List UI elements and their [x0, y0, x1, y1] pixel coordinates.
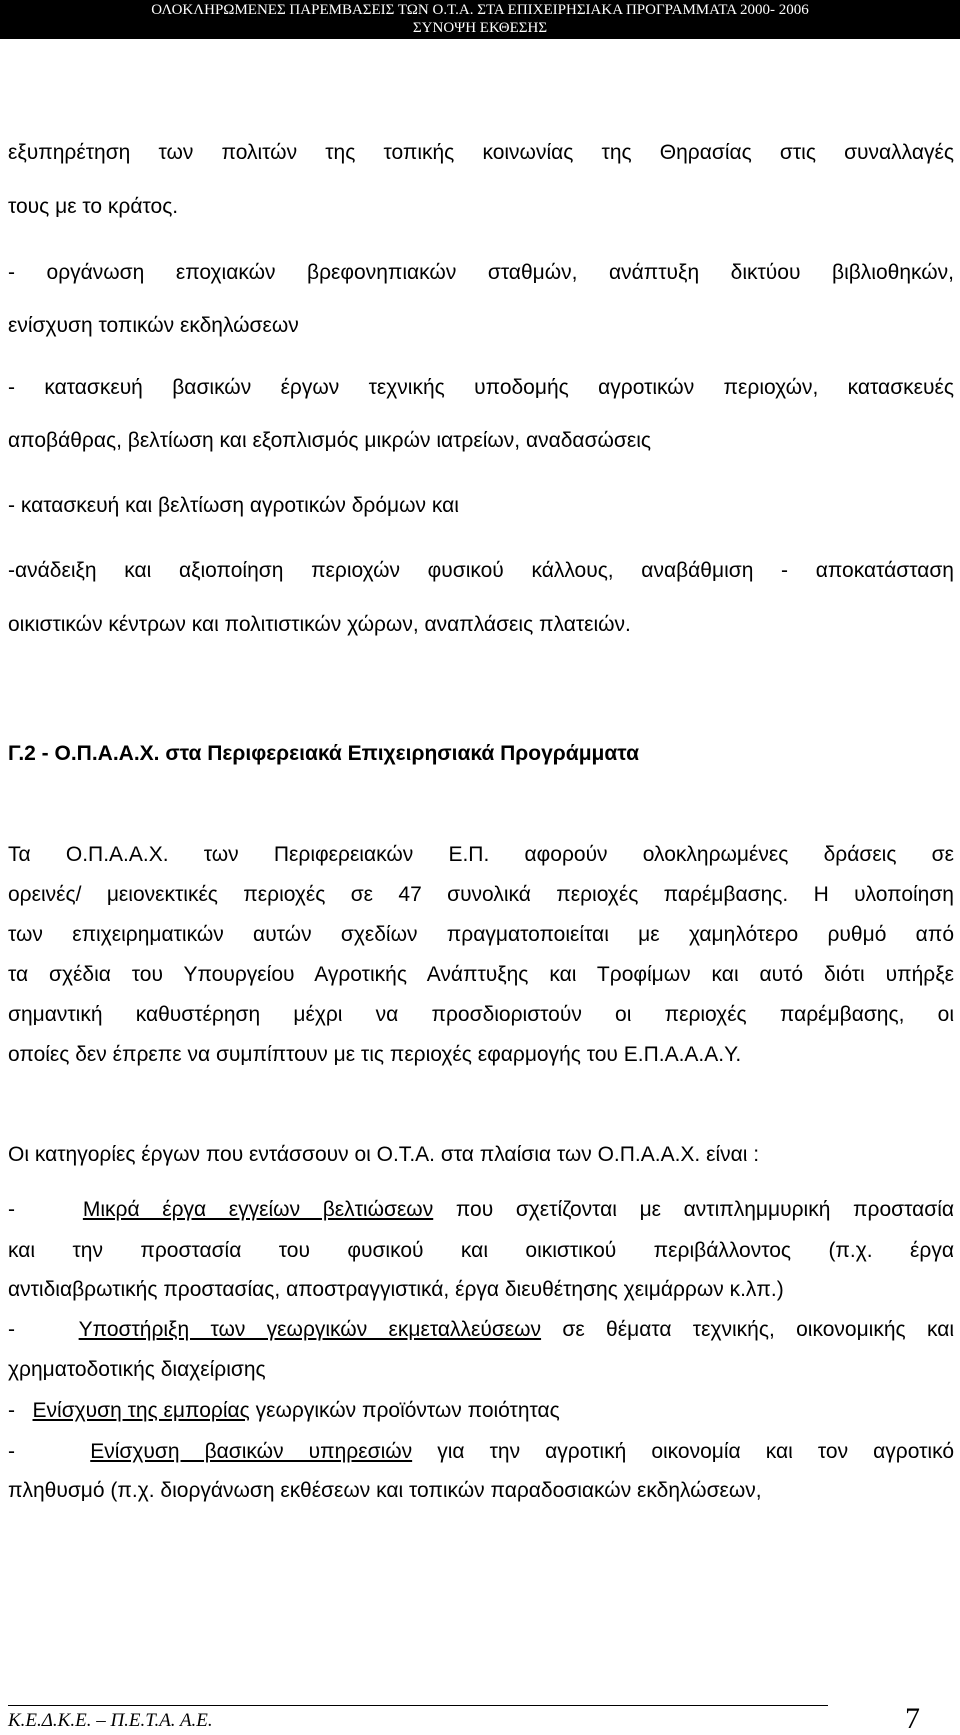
item-text: γεωργικών προϊόντων ποιότητας — [255, 1399, 560, 1422]
section-paragraph-line: των επιχειρηματικών αυτών σχεδίων πραγματοποιείται με χαμηλότερο ρυθμό από — [8, 923, 954, 946]
bullet-line: αποβάθρας, βελτίωση και εξοπλισμός μικρών ιατρείων, αναδασώσεις — [8, 429, 652, 452]
item-dash: - — [8, 1318, 15, 1341]
bullet-line: ενίσχυση τοπικών εκδηλώσεων — [8, 314, 299, 337]
item-continuation: πληθυσμό (π.χ. διοργάνωση εκθέσεων και τοπικών παραδοσιακών εκδηλώσεων, — [8, 1479, 762, 1502]
section-heading: Γ.2 - Ο.Π.Α.Α.Χ. στα Περιφερειακά Επιχειρησιακά Προγράμματα — [8, 742, 640, 765]
running-header — [0, 0, 960, 39]
item-text: που σχετίζονται με αντιπλημμυρική προστασία — [455, 1198, 954, 1221]
section-paragraph-line: ορεινές/ μειονεκτικές περιοχές σε 47 συνολικά περιοχές παρέμβασης. Η υλοποίηση — [8, 883, 954, 906]
item-title: Υποστήριξη των γεωργικών εκμεταλλεύσεων — [78, 1318, 542, 1341]
item-continuation: χρηματοδοτικής διαχείρισης — [8, 1358, 266, 1381]
item-dash: - — [8, 1399, 15, 1422]
category-item — [8, 1439, 954, 1465]
item-title: Ενίσχυση βασικών υπηρεσιών — [90, 1440, 413, 1463]
section-paragraph-line: Τα Ο.Π.Α.Α.Χ. των Περιφερειακών Ε.Π. αφορούν ολοκληρωμένες δράσεις σε — [8, 843, 954, 866]
categories-intro: Οι κατηγορίες έργων που εντάσσουν οι Ο.Τ.Α. στα πλαίσια των Ο.Π.Α.Α.Χ. είναι : — [8, 1143, 760, 1166]
item-text: για την αγροτική οικονομία και τον αγροτικό — [437, 1440, 954, 1463]
item-continuation: και την προστασία του φυσικού και οικιστικού περιβάλλοντος (π.χ. έργα — [8, 1239, 954, 1262]
bullet-line: - οργάνωση εποχιακών βρεφονηπιακών σταθμών, ανάπτυξη δικτύου βιβλιοθηκών, — [8, 261, 954, 284]
item-text: σε θέματα τεχνικής, οικονομικής και — [562, 1318, 955, 1341]
category-item — [8, 1398, 954, 1424]
running-header-title: ΟΛΟΚΛΗΡΩΜΕΝΕΣ ΠΑΡΕΜΒΑΣΕΙΣ ΤΩΝ Ο.Τ.Α. ΣΤΑ ΕΠΙΧΕΙΡΗΣΙΑΚΑ ΠΡΟΓΡΑΜΜΑΤΑ 2000- 2006 — [151, 2, 809, 18]
category-item — [8, 1317, 954, 1343]
paragraph-line: εξυπηρέτηση των πολιτών της τοπικής κοινωνίας της Θηρασίας στις συναλλαγές — [8, 141, 954, 164]
paragraph-line: τους με το κράτος. — [8, 195, 179, 218]
item-title: Μικρά έργα εγγείων βελτιώσεων — [82, 1198, 434, 1221]
footer-rule — [8, 1705, 828, 1706]
bullet-line: - κατασκευή και βελτίωση αγροτικών δρόμων και — [8, 494, 459, 517]
bullet-line: -ανάδειξη και αξιοποίηση περιοχών φυσικού κάλλους, αναβάθμιση - αποκατάσταση — [8, 559, 954, 582]
item-dash: - — [8, 1440, 15, 1463]
footer-organization: Κ.Ε.Δ.Κ.Ε. – Π.Ε.Τ.Α. Α.Ε. — [8, 1710, 213, 1731]
bullet-line: οικιστικών κέντρων και πολιτιστικών χώρων, αναπλάσεις πλατειών. — [8, 613, 631, 636]
section-paragraph-line: τα σχέδια του Υπουργείου Αγροτικής Ανάπτυξης και Τροφίμων και αυτό διότι υπήρξε — [8, 963, 954, 986]
item-dash: - — [8, 1198, 15, 1221]
section-paragraph-line: σημαντική καθυστέρηση μέχρι να προσδιοριστούν οι περιοχές παρέμβασης, οι — [8, 1003, 954, 1026]
running-header-subtitle: ΣΥΝΟΨΗ ΕΚΘΕΣΗΣ — [412, 20, 548, 36]
category-item — [8, 1197, 954, 1223]
item-continuation: αντιδιαβρωτικής προστασίας, αποστραγγιστικά, έργα διευθέτησης χειμάρρων κ.λπ.) — [8, 1278, 784, 1301]
bullet-line: - κατασκευή βασικών έργων τεχνικής υποδομής αγροτικών περιοχών, κατασκευές — [8, 376, 954, 399]
page-number: 7 — [905, 1702, 920, 1735]
item-title: Ενίσχυση της εμπορίας — [32, 1399, 250, 1422]
section-paragraph-line: οποίες δεν έπρεπε να συμπίπτουν με τις περιοχές εφαρμογής του Ε.Π.Α.Α.Α.Υ. — [8, 1043, 742, 1066]
